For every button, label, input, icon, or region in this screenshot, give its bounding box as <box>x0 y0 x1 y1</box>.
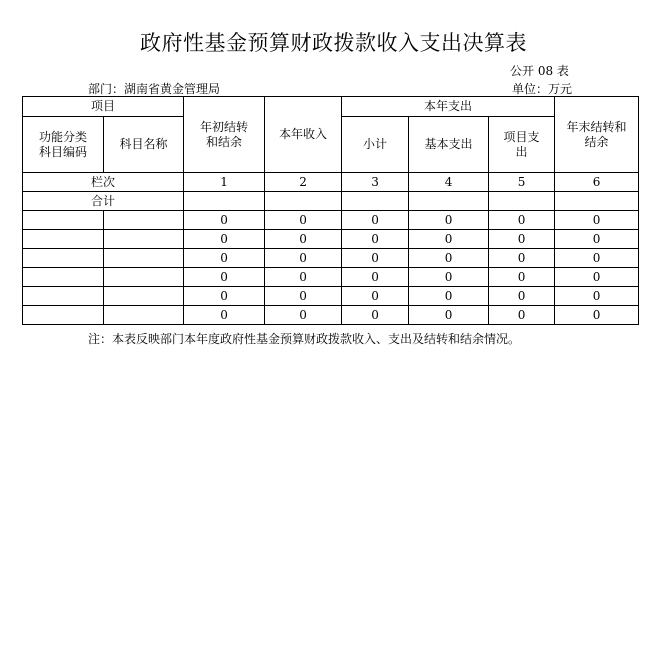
value-cell: 0 <box>342 249 409 268</box>
value-cell: 0 <box>184 287 265 306</box>
value-cell: 0 <box>489 249 555 268</box>
value-cell: 0 <box>265 230 342 249</box>
name-cell <box>104 230 184 249</box>
value-cell: 0 <box>342 306 409 325</box>
header-expenditure: 本年支出 <box>342 97 555 117</box>
value-cell: 0 <box>555 211 639 230</box>
table-note: 注：本表反映部门本年度政府性基金预算财政拨款收入、支出及结转和结余情况。 <box>88 332 521 346</box>
code-cell <box>23 306 104 325</box>
value-cell: 0 <box>555 268 639 287</box>
header-row-1 <box>23 97 639 117</box>
value-cell: 0 <box>409 306 489 325</box>
header-end-balance <box>555 97 639 173</box>
code-cell <box>23 268 104 287</box>
table-row <box>23 306 639 325</box>
value-cell: 0 <box>265 306 342 325</box>
header-project <box>489 117 555 173</box>
column-index: 2 <box>265 173 342 192</box>
value-cell: 0 <box>184 211 265 230</box>
value-cell: 0 <box>489 268 555 287</box>
header-subtotal: 小计 <box>342 117 409 173</box>
header-func-code-line1: 功能分类 <box>38 129 87 144</box>
value-cell: 0 <box>409 268 489 287</box>
total-cell <box>184 192 265 211</box>
budget-table <box>22 96 639 325</box>
total-label: 合计 <box>23 192 184 211</box>
value-cell: 0 <box>409 211 489 230</box>
form-number: 公开 08 表 <box>510 64 569 78</box>
column-index: 5 <box>489 173 555 192</box>
total-row <box>23 192 639 211</box>
value-cell: 0 <box>184 249 265 268</box>
value-cell: 0 <box>489 211 555 230</box>
total-cell <box>265 192 342 211</box>
value-cell: 0 <box>184 268 265 287</box>
code-cell <box>23 230 104 249</box>
value-cell: 0 <box>409 287 489 306</box>
header-project-line1: 项目支 <box>503 129 540 144</box>
column-index: 1 <box>184 173 265 192</box>
header-func-code-line2: 科目编码 <box>38 144 87 159</box>
table-row <box>23 211 639 230</box>
column-index-row <box>23 173 639 192</box>
report-title: 政府性基金预算财政拨款收入支出决算表 <box>140 31 527 55</box>
value-cell: 0 <box>409 230 489 249</box>
header-item: 项目 <box>23 97 184 117</box>
table-row <box>23 249 639 268</box>
table-row <box>23 287 639 306</box>
header-begin-balance <box>184 97 265 173</box>
column-index-label: 栏次 <box>23 173 184 192</box>
header-basic: 基本支出 <box>409 117 489 173</box>
header-begin-balance-line2: 和结余 <box>206 134 243 149</box>
department-label: 部门：湖南省黄金管理局 <box>88 82 221 96</box>
value-cell: 0 <box>265 287 342 306</box>
total-cell <box>409 192 489 211</box>
code-cell <box>23 211 104 230</box>
table-row <box>23 268 639 287</box>
value-cell: 0 <box>555 306 639 325</box>
column-index: 3 <box>342 173 409 192</box>
total-cell <box>555 192 639 211</box>
value-cell: 0 <box>342 268 409 287</box>
value-cell: 0 <box>265 211 342 230</box>
header-subject-name: 科目名称 <box>104 117 184 173</box>
name-cell <box>104 249 184 268</box>
value-cell: 0 <box>342 230 409 249</box>
name-cell <box>104 287 184 306</box>
name-cell <box>104 211 184 230</box>
value-cell: 0 <box>265 249 342 268</box>
header-end-balance-line1: 年末结转和 <box>566 119 627 134</box>
column-index: 4 <box>409 173 489 192</box>
value-cell: 0 <box>184 306 265 325</box>
value-cell: 0 <box>184 230 265 249</box>
column-index: 6 <box>555 173 639 192</box>
value-cell: 0 <box>265 268 342 287</box>
header-end-balance-line2: 结余 <box>584 134 609 149</box>
table-row <box>23 230 639 249</box>
unit-label: 单位：万元 <box>512 82 573 96</box>
value-cell: 0 <box>555 287 639 306</box>
value-cell: 0 <box>555 230 639 249</box>
value-cell: 0 <box>555 249 639 268</box>
value-cell: 0 <box>489 230 555 249</box>
value-cell: 0 <box>489 306 555 325</box>
name-cell <box>104 268 184 287</box>
header-income: 本年收入 <box>265 97 342 173</box>
header-func-code <box>23 117 104 173</box>
value-cell: 0 <box>489 287 555 306</box>
total-cell <box>342 192 409 211</box>
header-project-line2: 出 <box>515 144 528 159</box>
code-cell <box>23 249 104 268</box>
name-cell <box>104 306 184 325</box>
total-cell <box>489 192 555 211</box>
code-cell <box>23 287 104 306</box>
value-cell: 0 <box>409 249 489 268</box>
header-begin-balance-line1: 年初结转 <box>200 119 249 134</box>
value-cell: 0 <box>342 211 409 230</box>
value-cell: 0 <box>342 287 409 306</box>
